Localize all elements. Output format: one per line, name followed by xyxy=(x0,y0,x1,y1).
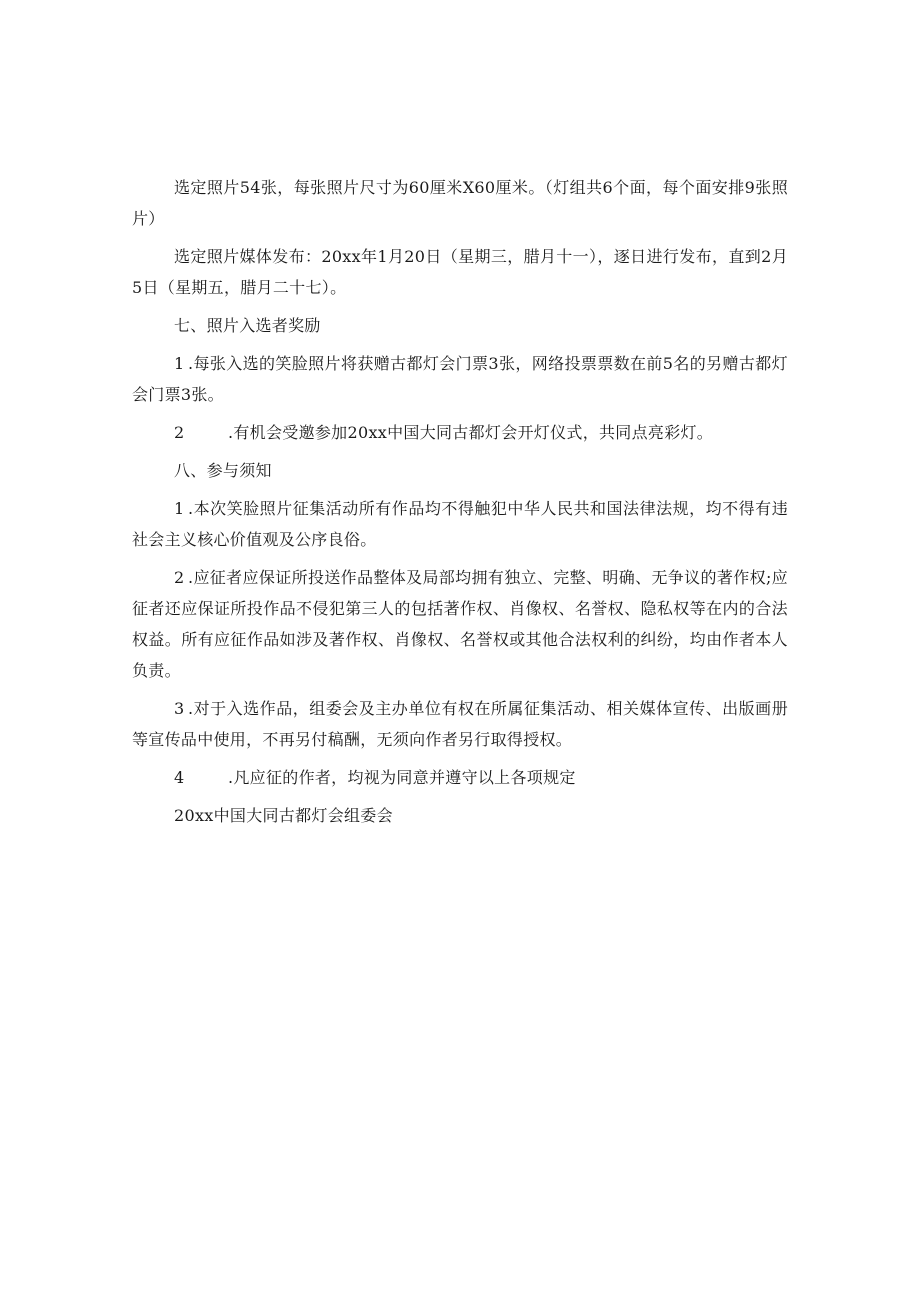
paragraph-photo-count xyxy=(132,172,788,234)
list-number: 3 xyxy=(174,699,185,718)
list-text: .对于入选作品，组委会及主办单位有权在所属征集活动、相关媒体宣传、出版画册等宣传品中使用，不再另付稿酬，无须向作者另行取得授权。 xyxy=(132,699,788,749)
list-number: 2 xyxy=(174,568,185,587)
signature-text: 20xx中国大同古都灯会组委会 xyxy=(174,806,393,825)
notice-item-3 xyxy=(132,693,788,755)
document-body xyxy=(132,172,788,838)
list-number: 2 xyxy=(174,423,185,442)
section-heading-notice xyxy=(132,455,788,486)
list-number: 1 xyxy=(174,499,185,518)
list-text: .有机会受邀参加20xx中国大同古都灯会开灯仪式，共同点亮彩灯。 xyxy=(228,423,714,442)
list-text: .应征者应保证所投送作品整体及局部均拥有独立、完整、明确、无争议的著作权;应征者还应保证所投作品不侵犯第三人的包括著作权、肖像权、名誉权、隐私权等在内的合法权益。所有应征作品如涉及著作权、肖像权、名誉权或其他合法权利的纠纷，均由作者本人负责。 xyxy=(132,568,788,680)
signature-organizer xyxy=(132,800,788,831)
reward-item-2 xyxy=(132,417,788,448)
heading-text: 八、参与须知 xyxy=(174,461,272,480)
heading-text: 七、照片入选者奖励 xyxy=(174,316,321,335)
paragraph-text: 选定照片媒体发布：20xx年1月20日（星期三，腊月十一），逐日进行发布，直到2月5日（星期五，腊月二十七）。 xyxy=(132,247,788,297)
list-text: .凡应征的作者，均视为同意并遵守以上各项规定 xyxy=(228,768,576,787)
notice-item-1 xyxy=(132,493,788,555)
paragraph-media-release xyxy=(132,241,788,303)
list-text: .每张入选的笑脸照片将获赠古都灯会门票3张，网络投票票数在前5名的另赠古都灯会门票3张。 xyxy=(132,354,788,404)
reward-item-1 xyxy=(132,348,788,410)
paragraph-text: 选定照片54张，每张照片尺寸为60厘米X60厘米。（灯组共6个面，每个面安排9张照片） xyxy=(132,178,788,228)
list-number: 4 xyxy=(174,768,185,787)
list-text: .本次笑脸照片征集活动所有作品均不得触犯中华人民共和国法律法规，均不得有违社会主义核心价值观及公序良俗。 xyxy=(132,499,788,549)
section-heading-rewards xyxy=(132,310,788,341)
notice-item-4 xyxy=(132,762,788,793)
list-number: 1 xyxy=(174,354,185,373)
notice-item-2 xyxy=(132,562,788,686)
